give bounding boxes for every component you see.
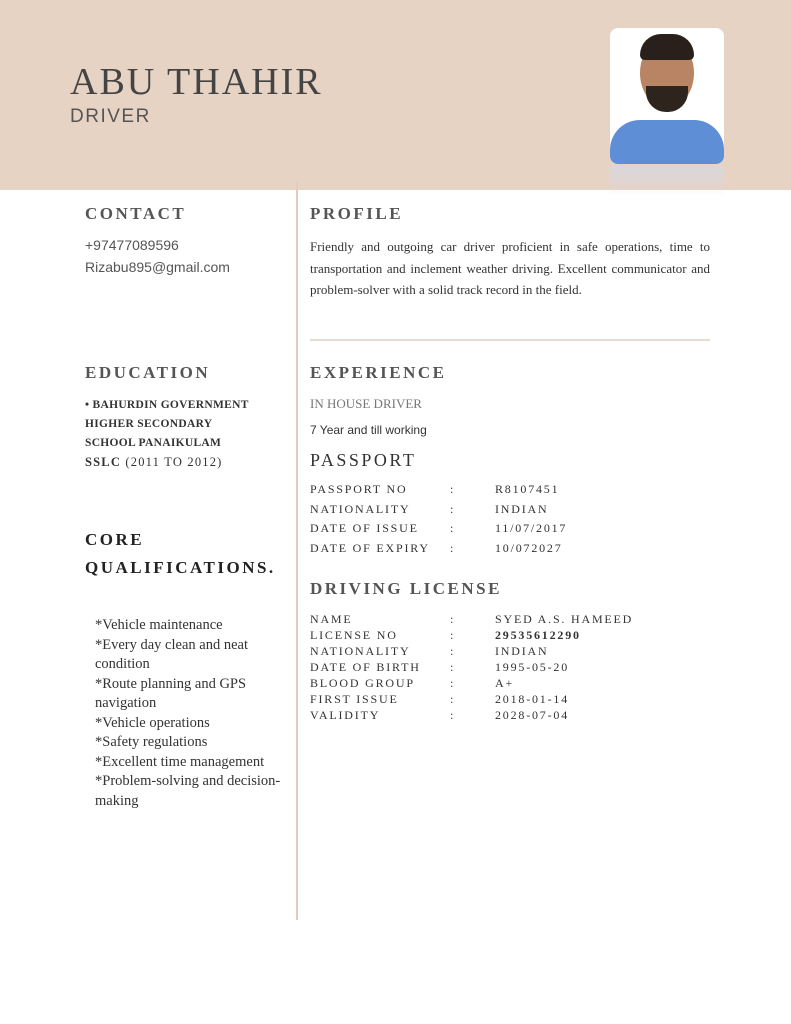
row-value: 1995-05-20 [495, 660, 569, 674]
table-row [310, 692, 633, 708]
experience-role: IN HOUSE DRIVER [310, 396, 422, 411]
core-heading-line: QUALIFICATIONS. [85, 558, 276, 577]
list-item: *Problem-solving and decision-making [95, 773, 281, 809]
profile-heading: PROFILE [310, 204, 404, 223]
table-row [310, 676, 633, 692]
section-divider [310, 339, 710, 341]
row-sep: : [450, 540, 456, 555]
row-label: NATIONALITY [310, 501, 411, 516]
core-heading-line: CORE [85, 530, 145, 549]
passport-heading: PASSPORT [310, 450, 417, 470]
table-row [310, 644, 633, 660]
row-sep: : [450, 482, 456, 496]
experience-heading: EXPERIENCE [310, 363, 447, 382]
qualifications-list [95, 616, 300, 811]
row-label: PASSPORT NO [310, 482, 408, 496]
row-sep: : [450, 692, 456, 706]
list-item: *Every day clean and neat condition [95, 636, 248, 672]
row-sep: : [450, 644, 456, 658]
school-line: HIGHER SECONDARY [85, 418, 213, 430]
row-label: VALIDITY [310, 708, 381, 722]
row-value: SYED A.S. HAMEED [495, 612, 634, 626]
table-row [310, 482, 567, 502]
table-row [310, 660, 633, 676]
profile-photo [610, 28, 724, 164]
education-years: (2011 TO 2012) [125, 455, 223, 469]
contact-email: Rizabu895@gmail.com [85, 259, 230, 275]
row-label: DATE OF BIRTH [310, 660, 421, 674]
row-value: A+ [495, 676, 515, 690]
row-value: INDIAN [495, 501, 549, 516]
row-value: 11/07/2017 [495, 521, 568, 535]
row-label: NAME [310, 612, 353, 626]
list-item: *Safety regulations [95, 734, 208, 750]
license-table [310, 612, 633, 724]
table-row [310, 541, 567, 561]
row-sep: : [450, 501, 456, 516]
driving-license-heading: DRIVING LICENSE [310, 579, 502, 598]
experience-duration: 7 Year and till working [310, 423, 427, 437]
candidate-title: DRIVER [70, 106, 151, 127]
row-sep: : [450, 612, 456, 626]
row-value: 29535612290 [495, 628, 581, 642]
row-value: 2028-07-04 [495, 708, 569, 722]
table-row [310, 612, 633, 628]
school-line: • BAHURDIN GOVERNMENT [85, 399, 249, 411]
core-qualifications-heading [85, 526, 276, 582]
row-value: R8107451 [495, 482, 560, 496]
row-sep: : [450, 708, 456, 722]
education-heading: EDUCATION [85, 363, 211, 382]
passport-table [310, 482, 567, 560]
row-label: NATIONALITY [310, 644, 411, 658]
list-item: *Route planning and GPS navigation [95, 675, 247, 711]
contact-phone: +97477089596 [85, 237, 179, 253]
table-row [310, 521, 567, 541]
row-sep: : [450, 521, 456, 535]
education-entry [85, 396, 249, 472]
row-sep: : [450, 660, 456, 674]
candidate-name: ABU THAHIR [70, 61, 323, 103]
table-row [310, 628, 633, 644]
photo-reflection [610, 166, 724, 196]
row-label: FIRST ISSUE [310, 692, 399, 706]
row-label: DATE OF EXPIRY [310, 540, 430, 555]
row-value: INDIAN [495, 644, 549, 658]
row-value: 10/072027 [495, 540, 563, 555]
table-row [310, 708, 633, 724]
row-label: DATE OF ISSUE [310, 521, 419, 535]
profile-text: Friendly and outgoing car driver proficient in safe operations, time to transportation and inclement weather driving. Excellent communicator and problem-solver with a solid track record in the field. [310, 239, 710, 297]
row-value: 2018-01-14 [495, 692, 569, 706]
row-sep: : [450, 628, 456, 642]
row-label: BLOOD GROUP [310, 676, 415, 690]
table-row [310, 502, 567, 522]
header-band [0, 0, 791, 190]
row-label: LICENSE NO [310, 628, 398, 642]
row-sep: : [450, 676, 456, 690]
contact-heading: CONTACT [85, 204, 187, 223]
list-item: *Vehicle operations [95, 714, 210, 731]
list-item: *Vehicle maintenance [95, 617, 223, 633]
school-line: SCHOOL PANAIKULAM [85, 437, 222, 449]
education-degree: SSLC [85, 455, 122, 469]
list-item: *Excellent time management [95, 753, 265, 770]
